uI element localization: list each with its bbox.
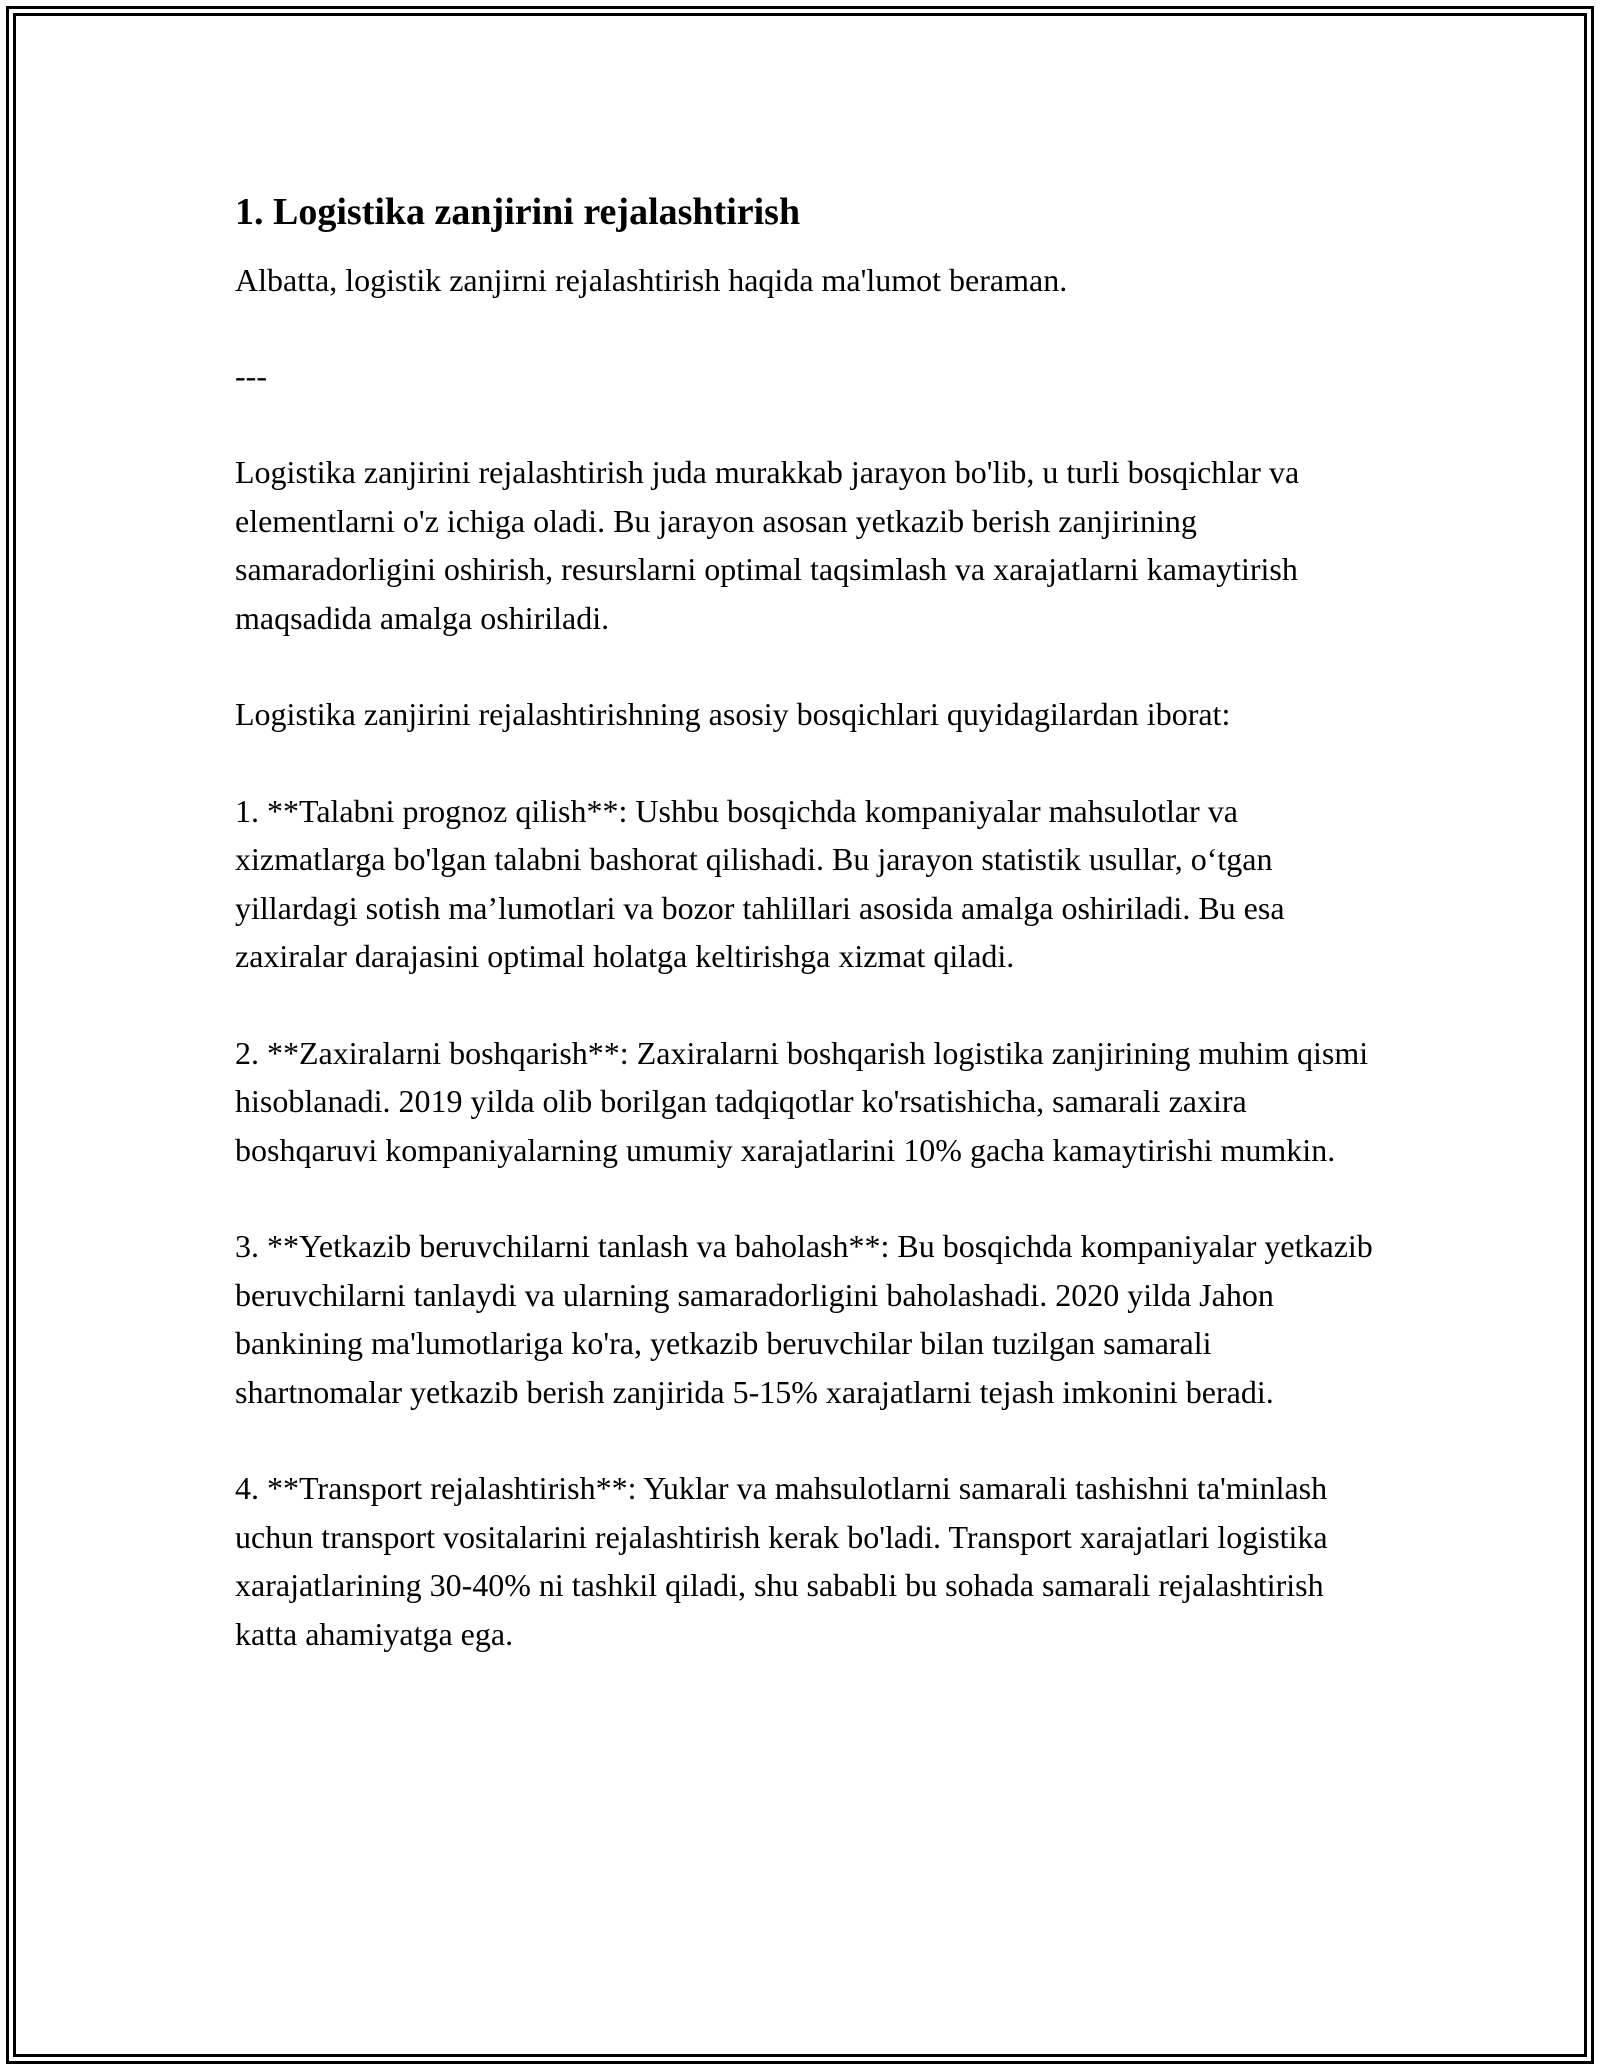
list-item-transport-planning: 4. **Transport rejalashtirish**: Yuklar va mahsulotlarni samarali tashishni ta'minlash uchun transport vositalarini rejalashtirish kerak bo'ladi. Transport xarajatlari logistika xarajatlarining 30-40% ni tashkil qiladi, shu sababli bu sohada samarali rejalashtirish katta ahamiyatga ega. xyxy=(235,1470,1328,1652)
separator-line: --- xyxy=(235,358,267,394)
intro-paragraph: Albatta, logistik zanjirni rejalashtirish haqida ma'lumot beraman. xyxy=(235,262,1068,298)
document-body xyxy=(235,188,1385,1658)
paragraph-stages-intro: Logistika zanjirini rejalashtirishning asosiy bosqichlari quyidagilardan iborat: xyxy=(235,696,1231,732)
paragraph-overview: Logistika zanjirini rejalashtirish juda murakkab jarayon bo'lib, u turli bosqichlar va elementlarni o'z ichiga oladi. Bu jarayon asosan yetkazib berish zanjirining samaradorligini oshirish, resurslarni optimal taqsimlash va xarajatlarni kamaytirish maqsadida amalga oshiriladi. xyxy=(235,454,1300,636)
list-item-inventory-management: 2. **Zaxiralarni boshqarish**: Zaxiralarni boshqarish logistika zanjirining muhim qismi hisoblanadi. 2019 yilda olib borilgan tadqiqotlar ko'rsatishicha, samarali zaxira boshqaruvi kompaniyalarning umumiy xarajatlarini 10% gacha kamaytirishi mumkin. xyxy=(235,1034,1369,1168)
list-item-supplier-selection: 3. **Yetkazib beruvchilarni tanlash va baholash**: Bu bosqichda kompaniyalar yetkazib beruvchilarni tanlaydi va ularning samaradorligini baholashadi. 2020 yilda Jahon bankining ma'lumotlariga ko'ra, yetkazib beruvchilar bilan tuzilgan samarali shartnomalar yetkazib berish zanjirida 5-15% xarajatlarni tejash imkonini beradi. xyxy=(235,1228,1373,1410)
list-item-demand-forecast: 1. **Talabni prognoz qilish**: Ushbu bosqichda kompaniyalar mahsulotlar va xizmatlarga bo'lgan talabni bashorat qilishadi. Bu jarayon statistik usullar, o‘tgan yillardagi sotish ma’lumotlari va bozor tahlillari asosida amalga oshiriladi. Bu esa zaxiralar darajasini optimal holatga keltirishga xizmat qiladi. xyxy=(235,792,1285,974)
section-heading: 1. Logistika zanjirini rejalashtirish xyxy=(235,191,801,233)
